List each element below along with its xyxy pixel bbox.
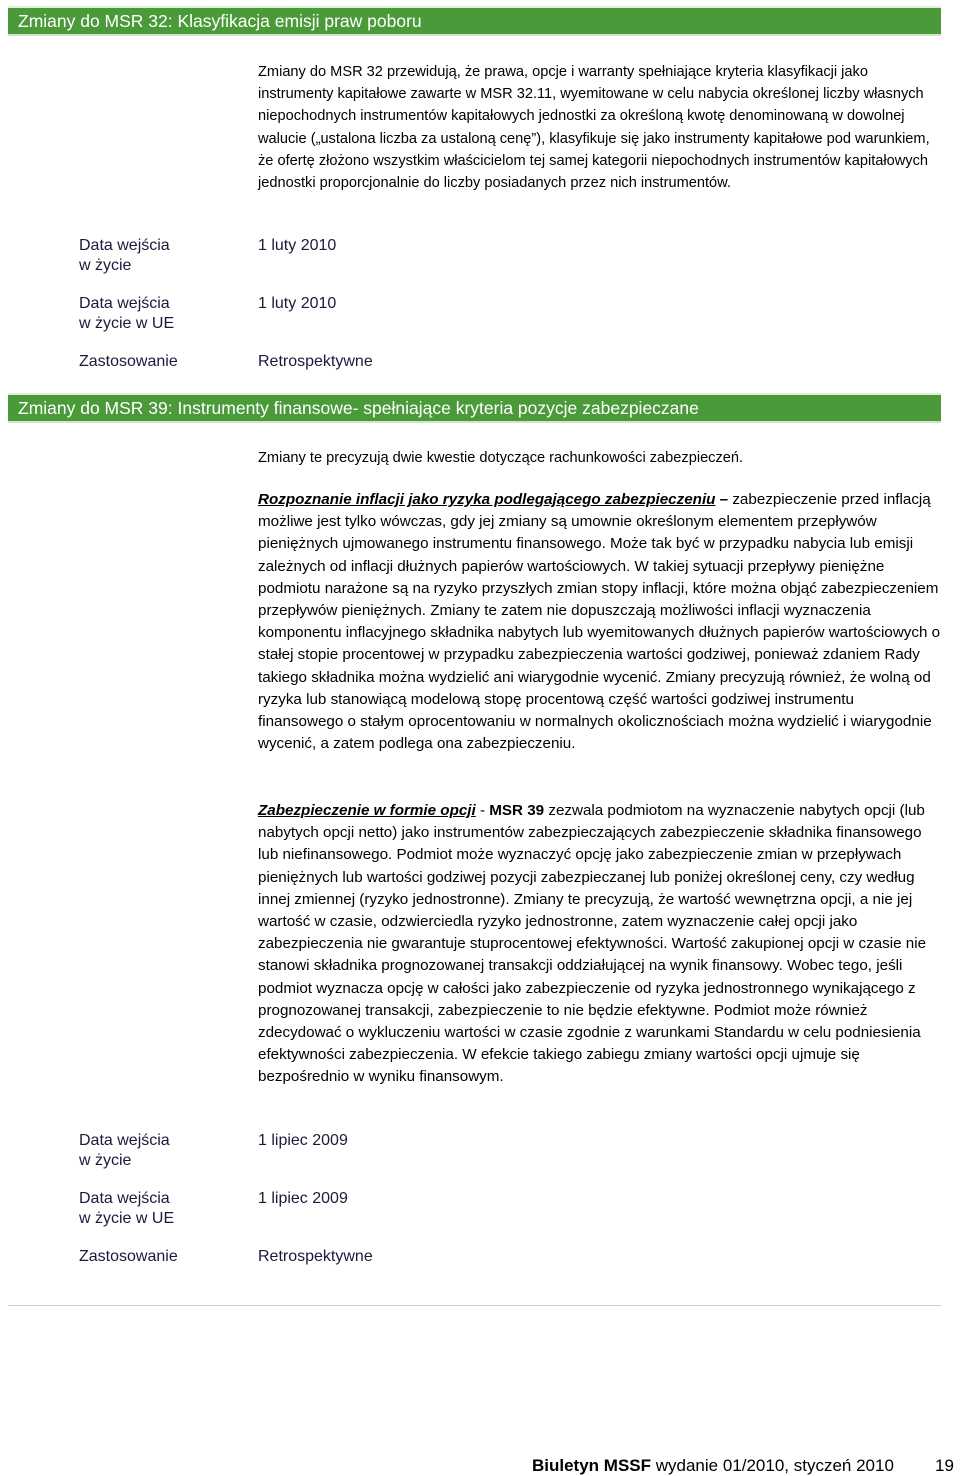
paragraph-text: zabezpieczenie przed inflacją możliwe jest tylko wówczas, gdy jej zmiany są umownie określonym elementem przepływów pieniężnych ujmowanego instrumentu finansowego. Może tak być w przypadku nabycia lub emisji zależnych od inflacji dłużnych papierów wartościowych. W takiej sytuacji przepływy pieniężne podmiotu narażone są na ryzyko przyszłych zmian stopy inflacji, które można objąć zabezpieczeniem przepływów pieniężnych. Zmiany te zatem nie dopuszczają możliwości inflacji wyznaczenia komponentu inflacyjnego składnika nabytych lub wyemitowanych dłużnych papierów wartościowych o stałej stopie procentowej w przypadku zabezpieczenia wartości godziwej, ponieważ zdaniem Rady takiego składnika można wydzielić ani wiarygodnie wycenić. Zmiany precyzują również, że wolną od ryzyka lub stanowiącą modelową stopę procentową część wartości godziwej instrumentu finansowego o stałym oprocentowaniu w normalnych okolicznościach można wydzielić i wiarygodnie wycenić, a zatem podlega ona zabezpieczeniu. bbox=[258, 491, 941, 753]
section-title: Zmiany do MSR 39: Instrumenty finansowe- spełniające kryteria pozycje zabezpieczane bbox=[18, 398, 699, 418]
section-header-msr39 bbox=[8, 393, 941, 423]
standard-reference: MSR 39 bbox=[489, 802, 545, 819]
label-line: w życie bbox=[79, 1152, 132, 1169]
page-number: 19 bbox=[935, 1456, 954, 1475]
paragraph-heading: Zabezpieczenie w formie opcji bbox=[258, 802, 476, 819]
application-value: Retrospektywne bbox=[258, 353, 373, 370]
label-line: Data wejścia bbox=[79, 1132, 170, 1149]
paragraph-inflation-risk bbox=[258, 489, 943, 755]
dash: - bbox=[475, 802, 490, 819]
section-header-msr32 bbox=[8, 6, 941, 36]
dash: – bbox=[715, 491, 733, 508]
eu-entry-date-label bbox=[79, 1189, 174, 1229]
label-line: w życie w UE bbox=[79, 1210, 175, 1227]
eu-entry-date-value: 1 luty 2010 bbox=[258, 295, 337, 312]
edition-text: wydanie 01/2010, styczeń 2010 bbox=[651, 1456, 894, 1475]
publication-name: Biuletyn MSSF bbox=[532, 1456, 652, 1475]
section-body: Zmiany do MSR 32 przewidują, że prawa, opcje i warranty spełniające kryteria klasyfikacji jako instrumenty kapitałowe zawarte w MSR 32.11, wyemitowane w celu nabycia określonej liczby własnych niepochodnych instrumentów kapitałowych jednostki za określoną kwotę denominowaną w dowolnej walucie („ustalona liczba za ustaloną cenę”), klasyfikuje się jako instrumenty kapitałowe pod warunkiem, że ofertę złożono wszystkim właścicielom tej samej kategorii niepochodnych instrumentów kapitałowych jednostki proporcjonalnie do liczby posiadanych przez nich instrumentów. bbox=[258, 64, 930, 192]
entry-date-label bbox=[79, 1131, 170, 1171]
label-line: w życie w UE bbox=[79, 315, 175, 332]
eu-entry-date-label bbox=[79, 294, 174, 334]
footer-divider bbox=[8, 1305, 941, 1306]
paragraph-text: zezwala podmiotom na wyznaczenie nabytych opcji (lub nabytych opcji netto) jako instrumentów zabezpieczających zabezpieczenie składnika finansowego lub niefinansowego. Podmiot może wyznaczyć opcję jako zabezpieczenie zmian w przepływach pieniężnych lub wartości godziwej pozycji zabezpieczanej lub poniżej określonej ceny, czy według innej zmiennej (ryzyko jednostronne). Zmiany te precyzują, że wartość wewnętrzna opcji, a nie jej wartość w czasie, odzwierciedla ryzyko jednostronne, zatem wyznaczenie całej opcji jako zabezpieczenia nie gwarantuje stuprocentowej efektywności. Wartość zakupionej opcji w czasie nie stanowi składnika prognozowanej transakcji oddziałującej na wynik finansowy. Wobec tego, jeśli podmiot wyznacza opcję w całości jako zabezpieczenie od ryzyka jednostronnego wynikającego z prognozowanej transakcji, zabezpieczenie to nie będzie efektywne. Podmiot może również zdecydować o wykluczeniu wartości w czasie zgodnie z warunkami Standardu w celu podniesienia efektywności zabezpieczenia. W efekcie takiego zabiegu zmiany wartości opcji ujmuje się bezpośrednio w wyniku finansowym. bbox=[258, 802, 927, 1086]
section-intro: Zmiany te precyzują dwie kwestie dotyczące rachunkowości zabezpieczeń. bbox=[258, 450, 744, 466]
application-value: Retrospektywne bbox=[258, 1248, 373, 1265]
application-label: Zastosowanie bbox=[79, 1248, 178, 1265]
label-line: Data wejścia bbox=[79, 237, 170, 254]
entry-date-value: 1 lipiec 2009 bbox=[258, 1132, 348, 1149]
footer-publication bbox=[532, 1456, 894, 1476]
entry-date-value: 1 luty 2010 bbox=[258, 237, 337, 254]
eu-entry-date-value: 1 lipiec 2009 bbox=[258, 1190, 348, 1207]
entry-date-label bbox=[79, 236, 170, 276]
application-label: Zastosowanie bbox=[79, 353, 178, 370]
paragraph-heading: Rozpoznanie inflacji jako ryzyka podlegającego zabezpieczeniu bbox=[258, 491, 716, 508]
label-line: Data wejścia bbox=[79, 295, 170, 312]
label-line: w życie bbox=[79, 257, 132, 274]
paragraph-option-hedge bbox=[258, 800, 943, 1089]
section-title: Zmiany do MSR 32: Klasyfikacja emisji praw poboru bbox=[18, 11, 422, 31]
label-line: Data wejścia bbox=[79, 1190, 170, 1207]
